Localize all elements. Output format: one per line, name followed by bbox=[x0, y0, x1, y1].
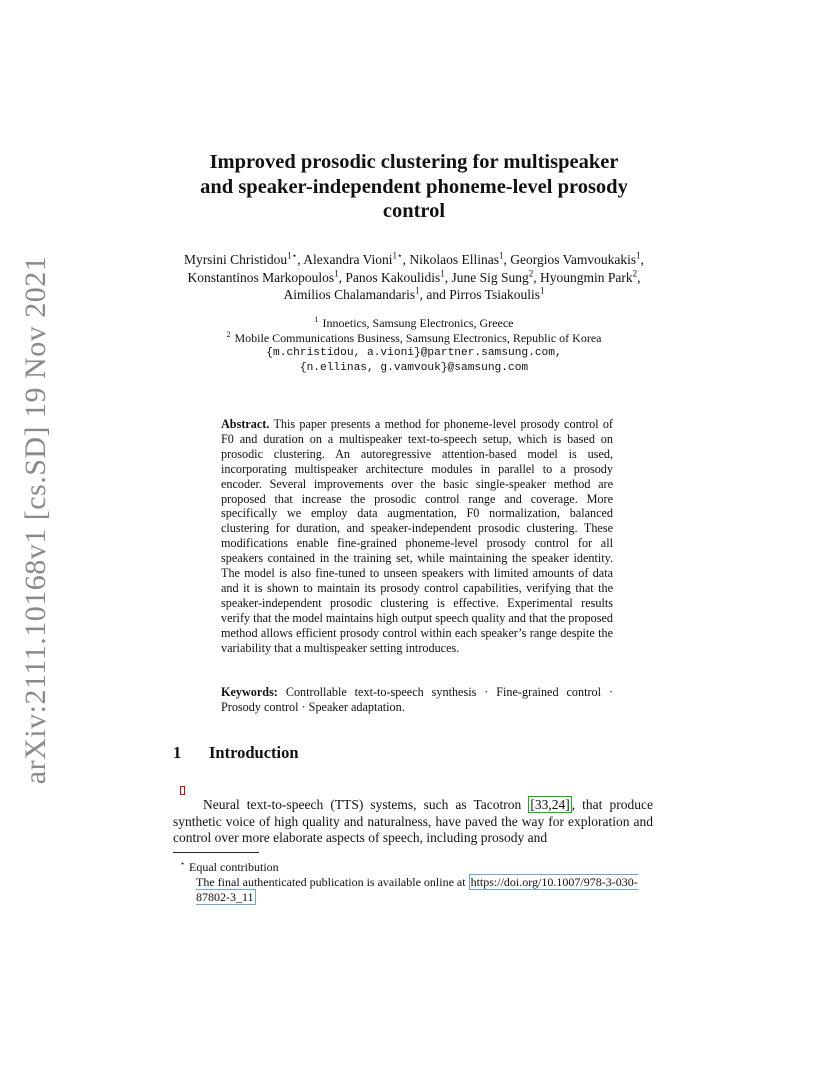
keywords-label: Keywords: bbox=[221, 685, 278, 699]
author-name: , Alexandra Vioni bbox=[297, 252, 393, 267]
title-line-3: control bbox=[382, 200, 446, 222]
email-line-2: {n.ellinas, g.vamvouk}@samsung.com bbox=[299, 362, 529, 374]
abstract bbox=[221, 417, 613, 656]
author-name: , and Pirros Tsiakoulis bbox=[419, 287, 540, 302]
paper-title bbox=[150, 150, 678, 224]
author-affiliation-mark: 1 bbox=[334, 268, 339, 278]
footnote-text: Equal contribution bbox=[189, 860, 279, 874]
abstract-text: This paper presents a method for phoneme-level prosody control of F0 and duration on a multispeaker text-to-speech setup, which is based on prosodic clustering. An autoregressive attention-based model is used, incorporating multispeaker architecture modules in parallel to a prosody encoder. Several improvements over the basic single-speaker method are proposed that increase the prosodic control range and coverage. More specifically we employ data augmentation, F0 normalization, balanced clustering for duration, and speaker-independent prosodic clustering. These modifications enable fine-grained phoneme-level prosody control for all speakers contained in the training set, while maintaining the speaker identity. The model is also fine-tuned to unseen speakers with limited amounts of data and it is shown to maintain its prosody control capabilities, verifying that the speaker-independent prosodic clustering is effective. Experimental results verify that the model maintains high output speech quality and that the proposed method allows efficient prosody control within each speaker’s range despite the variability that a multispeaker setting introduces. bbox=[221, 417, 613, 655]
keywords-text: Controllable text-to-speech synthesis · Fine-grained control · Prosody control · Speaker adaptation. bbox=[221, 685, 613, 714]
author-affiliation-mark: 2 bbox=[528, 268, 534, 278]
author-name: , Nikolaos Ellinas bbox=[402, 252, 500, 267]
title-line-2: and speaker-independent phoneme-level prosody bbox=[200, 175, 628, 198]
doi-link[interactable]: https://doi.org/10.1007/978-3-030-87802-3_11 bbox=[196, 875, 638, 904]
author-name: , June Sig Sung bbox=[444, 269, 529, 285]
footnote-rule bbox=[173, 852, 259, 853]
author-affiliation-mark: 1 bbox=[499, 250, 504, 261]
affiliation-text: Mobile Communications Business, Samsung Electronics, Republic of Korea bbox=[234, 331, 602, 345]
abstract-label: Abstract. bbox=[221, 417, 270, 431]
intro-text-before: Neural text-to-speech (TTS) systems, such as Tacotron bbox=[203, 797, 529, 812]
intro-text-after: , that produce synthetic voice of high quality and naturalness, have paved the way for exploration and control over more elaborate aspects of speech, including prosody and bbox=[173, 797, 653, 845]
author-list bbox=[175, 251, 653, 304]
author-affiliation-mark: 1 bbox=[440, 268, 445, 278]
author-name: , Georgios Vamvoukakis bbox=[503, 252, 637, 267]
email-line-1: {m.christidou, a.vioni}@partner.samsung.com, bbox=[266, 347, 562, 359]
keywords bbox=[221, 685, 613, 715]
footnote-1 bbox=[173, 856, 653, 875]
section-title: Introduction bbox=[209, 743, 299, 762]
footnote-text: The final authenticated publication is available online at bbox=[196, 875, 469, 889]
author-name: , Konstantinos Markopoulos bbox=[187, 252, 645, 285]
affiliation-mark: 1 bbox=[314, 315, 319, 324]
author-name: , Hyoungmin Park bbox=[533, 269, 633, 285]
section-number: 1 bbox=[173, 743, 182, 762]
author-name: , Panos Kakoulidis bbox=[338, 269, 441, 285]
author-affiliation-mark: 1⋆ bbox=[392, 250, 403, 261]
affiliation-1 bbox=[170, 316, 658, 331]
section-heading bbox=[173, 743, 299, 763]
footnote-2 bbox=[173, 875, 653, 905]
author-affiliation-mark: 1 bbox=[539, 285, 545, 296]
author-name: , Aimilios Chalamandaris bbox=[283, 269, 641, 302]
author-affiliation-mark: 2 bbox=[632, 268, 638, 278]
arxiv-identifier-stamp: arXiv:2111.10168v1 [cs.SD] 19 Nov 2021 bbox=[19, 255, 52, 785]
footnote-mark: ⋆ bbox=[180, 859, 186, 868]
citation-link[interactable]: [33,24] bbox=[530, 797, 570, 812]
author-affiliation-mark: 1 bbox=[636, 250, 641, 261]
affiliations bbox=[170, 316, 658, 376]
affiliation-2 bbox=[170, 331, 658, 346]
affiliation-text: Innoetics, Samsung Electronics, Greece bbox=[322, 316, 514, 330]
affiliation-mark: 2 bbox=[226, 330, 231, 339]
title-line-1: Improved prosodic clustering for multispeaker bbox=[209, 151, 619, 173]
intro-paragraph bbox=[173, 797, 653, 847]
footnotes bbox=[173, 856, 653, 905]
annotation-marker bbox=[180, 786, 185, 795]
author-name: Myrsini Christidou bbox=[183, 252, 288, 267]
author-affiliation-mark: 1⋆ bbox=[287, 250, 298, 261]
author-affiliation-mark: 1 bbox=[415, 285, 420, 296]
